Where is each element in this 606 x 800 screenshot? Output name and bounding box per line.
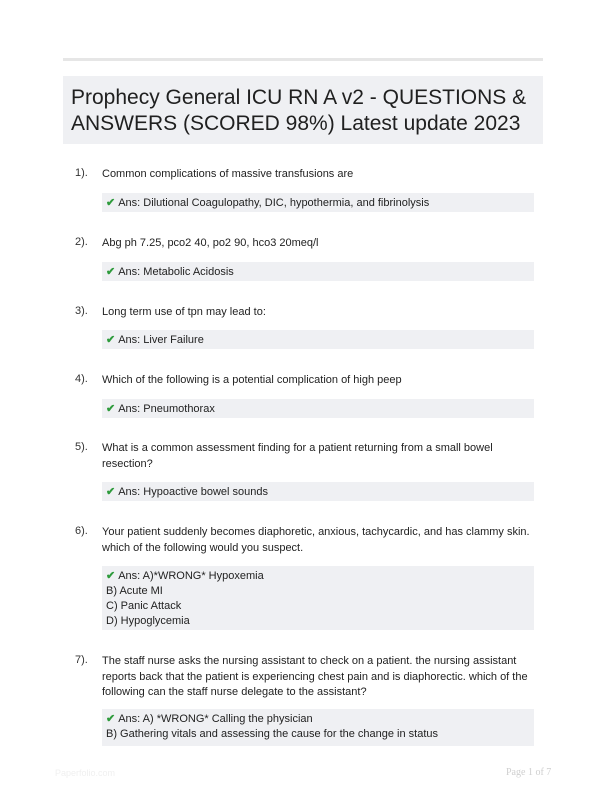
checkmark-icon: ✔: [106, 334, 116, 346]
checkmark-icon: ✔: [106, 197, 116, 209]
question-text: Abg ph 7.25, pco2 40, po2 90, hco3 20meq/l: [102, 237, 319, 249]
answer-box: [102, 709, 534, 746]
answer-line: ✔ Ans: Pneumothorax: [106, 403, 215, 415]
answer-line: ✔ Ans: Metabolic Acidosis: [106, 266, 234, 278]
document-title: Prophecy General ICU RN A v2 - QUESTIONS & ANSWERS (SCORED 98%) Latest update 2023: [71, 86, 527, 135]
checkmark-icon: ✔: [106, 403, 116, 415]
question-number: 7).: [75, 654, 88, 666]
answer-box: [102, 193, 534, 212]
footer-watermark: Paperfolio.com: [55, 768, 116, 778]
question-number: 5).: [75, 441, 88, 453]
question-number: 4).: [75, 373, 88, 385]
answer-line: ✔ Ans: Liver Failure: [106, 334, 204, 346]
checkmark-icon: ✔: [106, 713, 116, 725]
checkmark-icon: ✔: [106, 266, 116, 278]
question-number: 1).: [75, 167, 88, 179]
answer-line: ✔ Ans: Hypoactive bowel sounds: [106, 486, 269, 498]
answer-option: C) Panic Attack: [106, 600, 182, 612]
answer-box: [102, 330, 534, 349]
answer-box: [102, 262, 534, 281]
answer-option: D) Hypoglycemia: [106, 615, 190, 627]
question-text: Your patient suddenly becomes diaphoretic, anxious, tachycardic, and has clammy skin. which of the following would you suspect.: [102, 526, 530, 554]
answer-line: ✔ Ans: A) *WRONG* Calling the physician: [106, 713, 313, 725]
answer-box: [102, 482, 534, 501]
title-banner: [63, 76, 543, 144]
top-divider: [63, 58, 543, 61]
checkmark-icon: ✔: [106, 486, 116, 498]
answer-option: B) Acute MI: [106, 585, 163, 597]
answer-line: ✔ Ans: A)*WRONG* Hypoxemia: [106, 570, 264, 582]
question-text: Long term use of tpn may lead to:: [102, 306, 266, 318]
answer-line: ✔ Ans: Dilutional Coagulopathy, DIC, hypothermia, and fibrinolysis: [106, 197, 430, 209]
answer-option: B) Gathering vitals and assessing the cause for the change in status: [106, 728, 439, 740]
question-number: 3).: [75, 305, 88, 317]
question-text: What is a common assessment finding for a patient returning from a small bowel resection?: [102, 442, 493, 470]
question-number: 2).: [75, 236, 88, 248]
question-text: Which of the following is a potential complication of high peep: [102, 374, 402, 386]
question-text: Common complications of massive transfusions are: [102, 168, 354, 180]
question-number: 6).: [75, 525, 88, 537]
answer-box: [102, 566, 534, 630]
question-text: The staff nurse asks the nursing assistant to check on a patient. the nursing assistant reports back that the patient is experiencing chest pain and is diaphorectic. which of the following can the staff nurse delegate to the assistant?: [102, 655, 528, 698]
answer-box: [102, 399, 534, 418]
page-number: Page 1 of 7: [506, 767, 552, 778]
checkmark-icon: ✔: [106, 570, 116, 582]
